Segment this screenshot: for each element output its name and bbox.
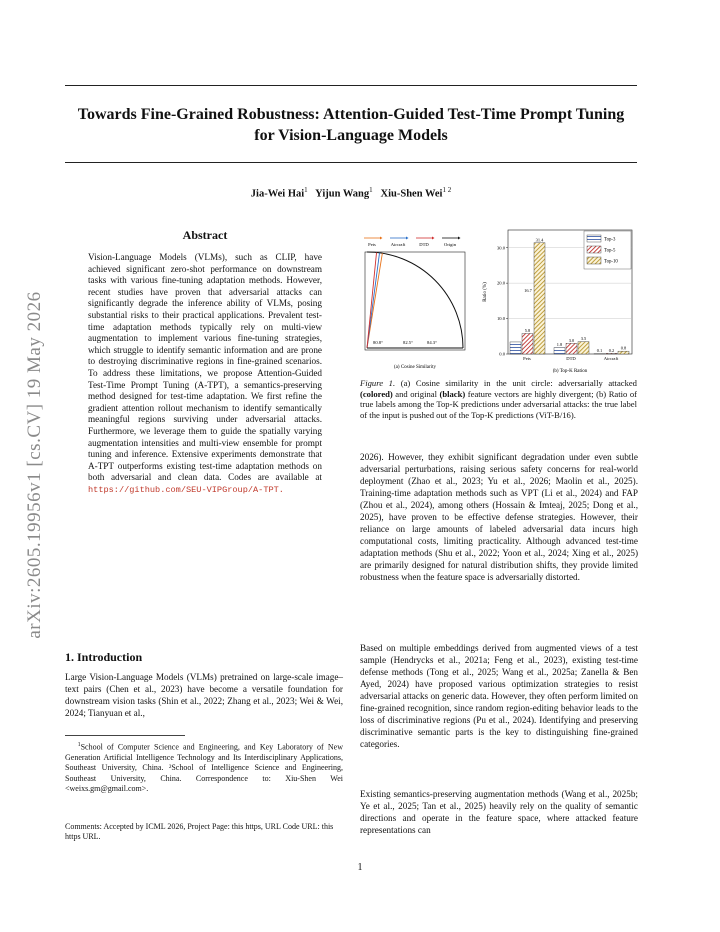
legend-a-label: Origin bbox=[444, 242, 456, 247]
bar bbox=[578, 342, 589, 354]
caption-label: Figure 1. bbox=[360, 378, 396, 388]
bar-value-label: 0.1 bbox=[596, 348, 603, 354]
bar-value-label: 16.7 bbox=[524, 288, 532, 293]
legend-a-arrow bbox=[432, 237, 435, 240]
y-tick-label: 30.0 bbox=[496, 245, 505, 251]
vectors-a bbox=[367, 252, 463, 348]
bar bbox=[566, 343, 577, 354]
right-paragraph-1: 2026). However, they exhibit significant degradation under even subtle adversarial perturbations, raising serious safety concerns for real-world deployment (Zhao et al., 2023; Yu et al., 2026; Maolin et al., 2025). Training-time adaptation methods such as VPT (Li et al., 2024) and FAP (Zhou et al., 2024), among others (Hossain & Imteaj, 2025; Dong et al., 2025), have proven to be effective defense strategies. However, their reliance on large amounts of labeled adversarial data incurs high computational costs, limiting practicality. Although advanced test-time adaptation methods (Shu et al., 2022; Yoon et al., 2024; Xing et al., 2025) are primarily designed for natural distribution shifts, they provide limited robustness when the feature space is adversarially distorted. bbox=[360, 452, 638, 582]
caption-bold-1: (colored) bbox=[360, 388, 393, 399]
bar-value-label: 5.8 bbox=[524, 327, 531, 333]
abstract-body bbox=[88, 252, 322, 496]
unit-circle-arc bbox=[367, 252, 463, 348]
bar bbox=[606, 353, 617, 354]
footnote-rule bbox=[65, 735, 185, 736]
author-affiliation: 1 bbox=[369, 186, 373, 194]
page-number: 1 bbox=[357, 862, 363, 873]
arxiv-stamp bbox=[20, 250, 50, 680]
figure-1b-subtitle: (b) Top-K Ration bbox=[552, 369, 588, 374]
title-line-1: Towards Fine-Grained Robustness: Attention-Guided Test-Time Prompt Tuning bbox=[77, 106, 625, 123]
legend-b-label: Top-5 bbox=[604, 248, 616, 254]
comments-note: Comments: Accepted by ICML 2026, Project Page: this https, URL Code URL: this https URL. bbox=[65, 822, 334, 842]
right-paragraph-3: Existing semantics-preserving augmentation methods (Wang et al., 2025b; Ye et al., 2025; Tan et al., 2025) heavily rely on the quality of semantic directions and operate in the feature space, where attacked feature representations can bbox=[360, 789, 638, 835]
legend-a-arrow bbox=[380, 237, 383, 240]
caption-text-b: and original bbox=[392, 388, 440, 399]
paper-title bbox=[60, 104, 642, 146]
legend-b-swatch bbox=[587, 246, 601, 253]
legend-a bbox=[364, 237, 461, 248]
top-rule bbox=[65, 85, 637, 86]
angle-label: 84.3° bbox=[427, 340, 437, 345]
author-affiliation: 1 2 bbox=[442, 186, 452, 194]
figure-caption bbox=[360, 378, 637, 420]
angle-labels-a bbox=[373, 340, 437, 345]
y-tick-label: 10.0 bbox=[496, 316, 505, 322]
bar-value-label: 1.8 bbox=[556, 342, 563, 348]
bar-value-label: 3.0 bbox=[568, 337, 575, 343]
intro-paragraph: Large Vision-Language Models (VLMs) pretrained on large-scale image–text pairs (Chen et al., 2023) have become a versatile foundation for downstream vision tasks (Shin et al., 2022; Zhang et al., 2023; Wei & Wei, 2024; Tianyuan et al., bbox=[65, 672, 343, 718]
caption-text-a: (a) Cosine similarity in the unit circle: adversarially attacked bbox=[395, 378, 637, 388]
caption-text-c: feature vectors are highly divergent; (b) Ratio of true labels among the Top-K predictions under adversarial attacks: the true label of the input is pushed out of the Top-K predictions (ViT-B/16). bbox=[360, 388, 637, 420]
legend-a-arrow bbox=[458, 237, 461, 240]
legend-a-label: Pets bbox=[368, 242, 376, 247]
bar bbox=[510, 342, 521, 354]
legend-b-label: Top-3 bbox=[604, 237, 616, 243]
author-affiliation: 1 bbox=[304, 186, 308, 194]
author-name: Jia-Wei Hai bbox=[250, 188, 305, 200]
bar bbox=[534, 243, 545, 354]
author-name: Yijun Wang bbox=[315, 188, 370, 200]
legend-b-swatch bbox=[587, 235, 601, 242]
figure-1a-subtitle: (a) Cosine Similarity bbox=[394, 365, 436, 370]
bar bbox=[522, 333, 533, 354]
footnote-mark: 1 bbox=[77, 742, 81, 748]
legend-b-swatch bbox=[587, 257, 601, 264]
title-line-2: for Vision-Language Models bbox=[254, 127, 448, 144]
affiliation-footnote bbox=[65, 740, 343, 795]
x-tick-label: DTD bbox=[566, 356, 576, 361]
legend-b bbox=[584, 231, 631, 269]
legend-a-label: Aircraft bbox=[390, 242, 406, 247]
author-list bbox=[60, 186, 642, 200]
y-tick-label: 20.0 bbox=[496, 280, 505, 286]
x-tick-label: Aircraft bbox=[603, 356, 619, 361]
title-bottom-rule bbox=[65, 162, 637, 163]
legend-a-label: DTD bbox=[419, 242, 429, 247]
bar-value-label: 3.5 bbox=[580, 336, 587, 342]
caption-bold-2: (black) bbox=[439, 388, 466, 399]
bar-value-label: 0.2 bbox=[608, 347, 615, 353]
author-name: Xiu-Shen Wei bbox=[380, 188, 443, 200]
right-paragraph-2: Based on multiple embeddings derived from augmented views of a test sample (Hendrycks et al., 2021a; Feng et al., 2023), existing test-time defense methods (Tong et al., 2025; Wang et al., 2025a; Zanella & Ben Ayed, 2024) have proposed various optimization strategies to resist adversarial attacks on generic data. However, they often perform limited on fine-grained recognition, since random region-editing behavior leads to the loss of discriminative regions (Pu et al., 2024). Identifying and preserving discriminative semantic parts is the key to distinguishing fine-grained categories. bbox=[360, 643, 638, 749]
footnote-text: School of Computer Science and Engineering, and Key Laboratory of New Generation Artificial Intelligence Technology and Its Interdisciplinary Applications, Southeast University, China. ²School of Intelligence Science and Engineering, Southeast University, China. Correspondence to: Xiu-Shen Wei <weixs.gm@gmail.com>. bbox=[65, 742, 344, 794]
y-axis-label: Ratio (%) bbox=[483, 282, 488, 302]
section-heading: 1. Introduction bbox=[65, 650, 143, 664]
bar bbox=[554, 348, 565, 354]
angle-label: 82.5° bbox=[403, 340, 413, 345]
x-tick-label: Pets bbox=[523, 356, 531, 361]
legend-b-label: Top-10 bbox=[604, 259, 618, 265]
abstract-heading: Abstract bbox=[182, 228, 228, 242]
arxiv-stamp-text: arXiv:2605.19956v1 [cs.CV] 19 May 2026 bbox=[24, 291, 45, 639]
angle-label: 80.8° bbox=[373, 340, 383, 345]
figure-1b bbox=[474, 226, 638, 374]
vector-aircraft bbox=[367, 253, 380, 348]
bar-value-label: 0.8 bbox=[620, 345, 627, 351]
abstract-text: Vision-Language Models (VLMs), such as CLIP, have achieved significant zero-shot performance on downstream tasks with various fine-tuning adaptation methods. However, recent studies have proven that adversarial attacks can significantly degrade the inference ability of VLMs, posing substantial risks to their practical applications. Prevalent test-time adaptation methods typically rely on multi-view augmentation to implement various fine-tuning strategies, which struggle to identify semantic information and are prone to destroying discriminative regions in fine-grained scenarios. To address these limitations, we propose Attention-Guided Test-Time Prompt Tuning (A-TPT), a semantics-preserving method designed for test-time adaptation. We first refine the gradient attention rollout mechanism to identify semantically meaningful regions surviving under adversarial attacks. Furthermore, we leverage them to guide the spatially varying augmentation intensities and multi-view ensemble for prompt tuning and inference. Extensive experiments demonstrate that A-TPT outperforms existing test-time adaptation methods on both adversarial and clean data. Codes are available at bbox=[88, 252, 322, 483]
y-tick-label: 0.0 bbox=[499, 351, 505, 357]
bar bbox=[618, 351, 629, 354]
bar-value-label: 31.4 bbox=[535, 237, 544, 243]
code-link[interactable]: https://github.com/SEU-VIPGroup/A-TPT. bbox=[88, 484, 284, 495]
legend-a-arrow bbox=[406, 237, 409, 240]
figure-1a bbox=[360, 232, 470, 374]
